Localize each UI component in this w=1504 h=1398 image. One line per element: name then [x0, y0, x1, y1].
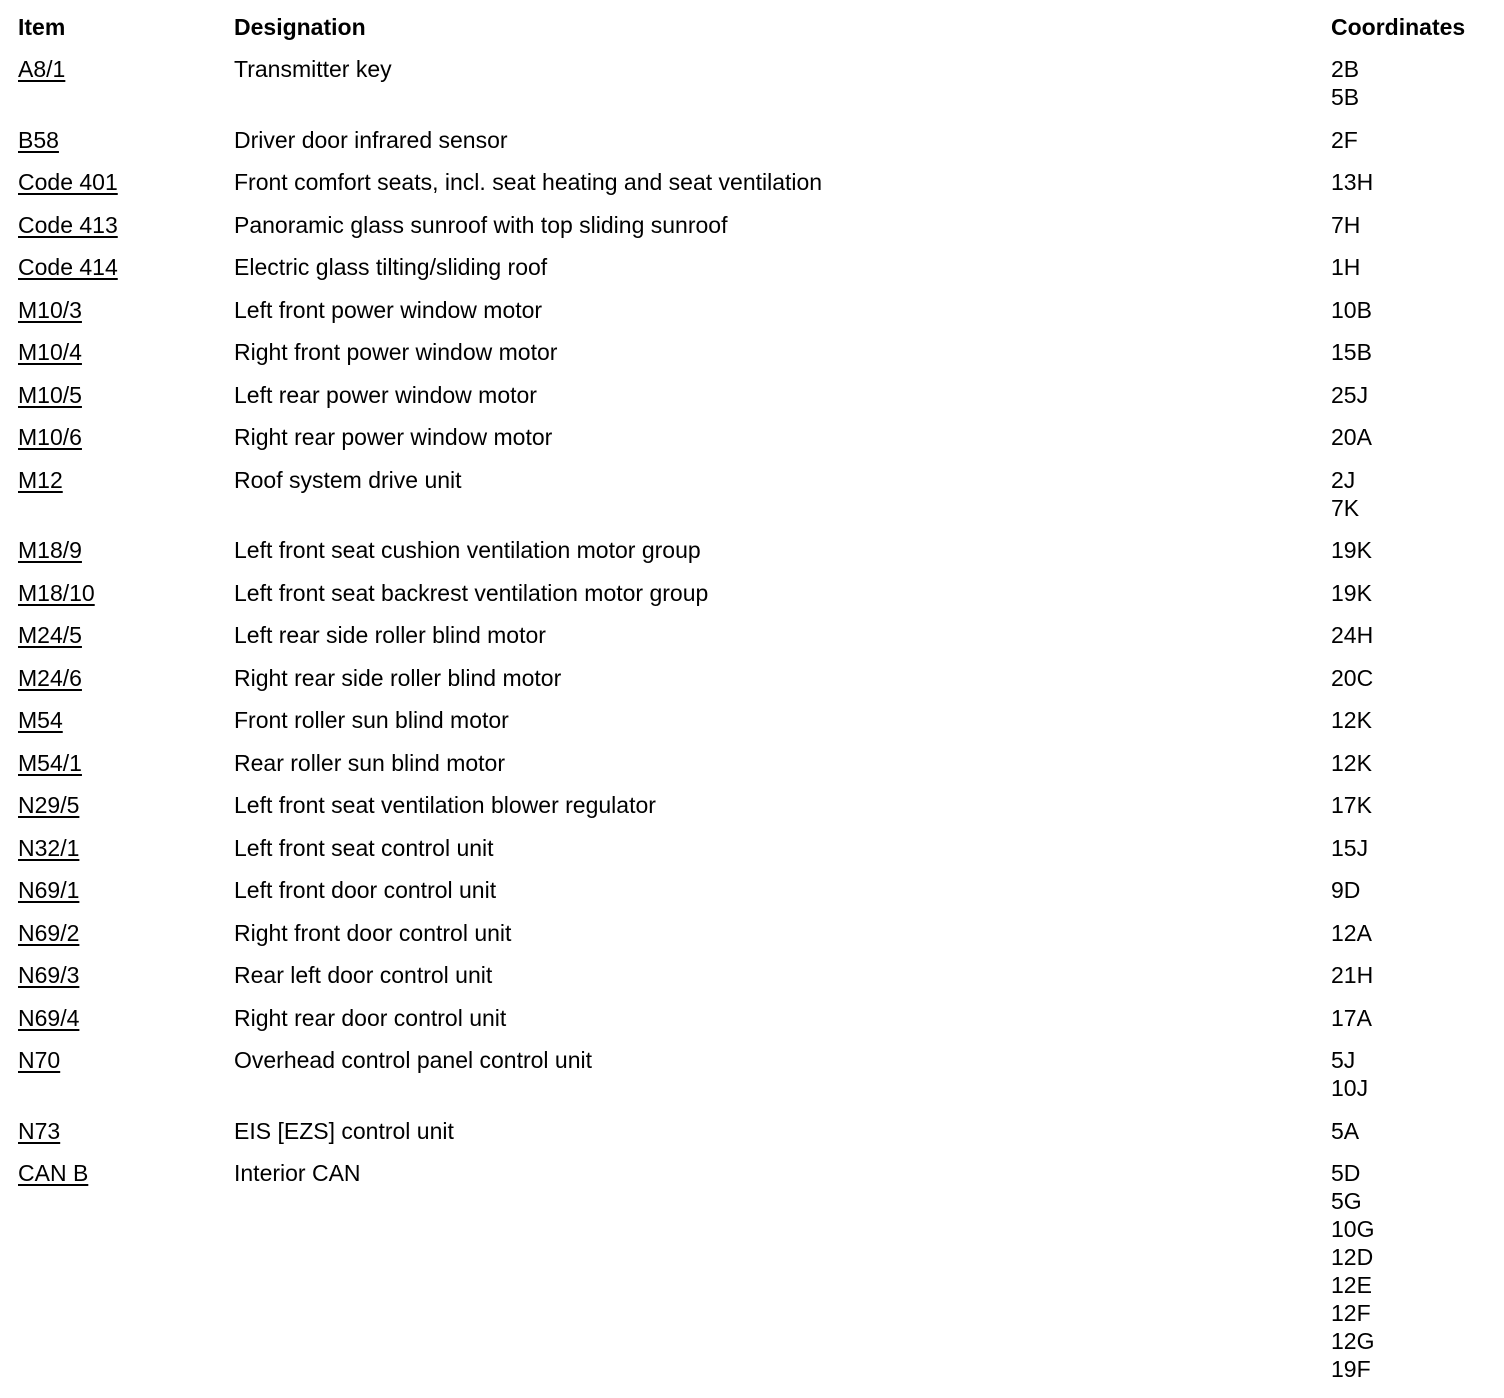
table-row [18, 1004, 1498, 1032]
table-row [18, 55, 1498, 111]
coordinate-value: 10B [1331, 296, 1372, 323]
item-cell [18, 919, 234, 947]
table-row [18, 381, 1498, 409]
coordinate-value: 7H [1331, 211, 1361, 238]
item-cell [18, 381, 234, 409]
table-row [18, 1159, 1498, 1383]
table-row [18, 253, 1498, 281]
item-cell [18, 706, 234, 734]
item-cell [18, 1159, 234, 1383]
item-link[interactable]: M12 [18, 466, 63, 493]
item-cell [18, 961, 234, 989]
item-link[interactable]: M24/5 [18, 622, 82, 648]
coordinate-value: 7K [1331, 494, 1360, 521]
coordinate-value: 5A [1331, 1117, 1360, 1144]
coordinate-value: 2J [1331, 466, 1356, 493]
coordinates-cell [1331, 536, 1498, 564]
table-header [18, 12, 1498, 42]
item-link[interactable]: M10/3 [18, 296, 82, 323]
designation-cell: Front roller sun blind motor [234, 707, 509, 733]
coordinates-cell [1331, 919, 1498, 947]
coordinate-value: 12A [1331, 919, 1372, 946]
coordinates-cell [1331, 55, 1498, 111]
designation-cell: Right rear power window motor [234, 424, 553, 450]
item-link[interactable]: Code 414 [18, 254, 118, 280]
item-cell [18, 749, 234, 777]
designation-cell: Overhead control panel control unit [234, 1047, 592, 1073]
coordinates-cell [1331, 876, 1498, 904]
coordinate-value: 5J [1331, 1047, 1356, 1073]
item-cell [18, 579, 234, 607]
coordinate-value: 15B [1331, 339, 1372, 365]
item-link[interactable]: M54/1 [18, 749, 82, 776]
designation-cell: Right rear side roller blind motor [234, 664, 562, 691]
designation-cell: Left front door control unit [234, 877, 497, 903]
coordinate-value: 1H [1331, 254, 1361, 280]
designation-cell: Transmitter key [234, 56, 392, 82]
designation-cell: Rear roller sun blind motor [234, 749, 506, 776]
coordinate-value: 2F [1331, 126, 1358, 153]
coordinates-cell [1331, 961, 1498, 989]
designation-cell: Left front power window motor [234, 296, 543, 323]
coordinates-cell [1331, 834, 1498, 862]
table-row [18, 621, 1498, 649]
table-row [18, 876, 1498, 904]
coordinate-value: 12F [1331, 1300, 1371, 1326]
coordinates-cell [1331, 621, 1498, 649]
coordinates-cell [1331, 381, 1498, 409]
header-designation: Designation [234, 14, 366, 40]
designation-cell: Right front door control unit [234, 919, 512, 946]
header-item: Item [18, 14, 66, 40]
item-cell [18, 876, 234, 904]
coordinates-cell [1331, 423, 1498, 451]
item-link[interactable]: M24/6 [18, 664, 82, 691]
table-row [18, 1117, 1498, 1145]
coordinate-value: 5G [1331, 1188, 1362, 1214]
item-cell [18, 253, 234, 281]
designation-cell: Left front seat control unit [234, 834, 494, 861]
table-row [18, 466, 1498, 522]
item-link[interactable]: N73 [18, 1117, 61, 1144]
item-link[interactable]: M54 [18, 707, 63, 733]
designation-cell: Roof system drive unit [234, 466, 462, 493]
table-row [18, 664, 1498, 692]
item-cell [18, 338, 234, 366]
coordinates-cell [1331, 579, 1498, 607]
table-row [18, 579, 1498, 607]
table-row [18, 749, 1498, 777]
coordinate-value: 15J [1331, 834, 1369, 861]
component-legend-table [18, 12, 1498, 1398]
coordinate-value: 5D [1331, 1160, 1361, 1186]
coordinates-cell [1331, 706, 1498, 734]
table-row [18, 536, 1498, 564]
table-row [18, 834, 1498, 862]
coordinate-value: 21H [1331, 962, 1374, 988]
item-link[interactable]: B58 [18, 126, 59, 153]
table-row [18, 1046, 1498, 1102]
designation-cell: Driver door infrared sensor [234, 126, 508, 153]
item-cell [18, 211, 234, 239]
coordinate-value: 12D [1331, 1244, 1374, 1270]
item-link[interactable]: M18/10 [18, 579, 95, 606]
coordinate-value: 19K [1331, 579, 1372, 606]
item-link[interactable]: CAN B [18, 1160, 89, 1186]
coordinates-cell [1331, 126, 1498, 154]
item-link[interactable]: Code 413 [18, 211, 118, 238]
designation-cell: Right front power window motor [234, 339, 558, 365]
coordinate-value: 5B [1331, 84, 1360, 110]
coordinates-cell [1331, 466, 1498, 522]
item-cell [18, 466, 234, 522]
table-row [18, 168, 1498, 196]
table-row [18, 338, 1498, 366]
designation-cell: Right rear door control unit [234, 1004, 507, 1031]
coordinate-value: 25J [1331, 381, 1369, 408]
table-row [18, 791, 1498, 819]
coordinates-cell [1331, 791, 1498, 819]
designation-cell: Rear left door control unit [234, 962, 493, 988]
designation-cell: Left rear power window motor [234, 381, 537, 408]
coordinates-cell [1331, 1046, 1498, 1102]
coordinate-value: 10G [1331, 1216, 1375, 1242]
table-body [18, 55, 1498, 1383]
item-cell [18, 1046, 234, 1102]
designation-cell: Interior CAN [234, 1160, 361, 1186]
item-link[interactable]: N69/2 [18, 919, 80, 946]
item-link[interactable]: M10/4 [18, 339, 82, 365]
coordinate-value: 9D [1331, 877, 1361, 903]
item-cell [18, 126, 234, 154]
item-link[interactable]: N32/1 [18, 834, 80, 861]
item-link[interactable]: M10/6 [18, 424, 82, 450]
table-row [18, 211, 1498, 239]
item-link[interactable]: N70 [18, 1047, 61, 1073]
item-link[interactable]: Code 401 [18, 169, 118, 195]
table-row [18, 296, 1498, 324]
item-cell [18, 664, 234, 692]
coordinate-value: 17K [1331, 792, 1372, 818]
coordinates-cell [1331, 211, 1498, 239]
coordinates-cell [1331, 338, 1498, 366]
item-cell [18, 1004, 234, 1032]
header-coordinates: Coordinates [1331, 14, 1466, 40]
coordinate-value: 17A [1331, 1004, 1372, 1031]
coordinates-cell [1331, 296, 1498, 324]
coordinate-value: 19F [1331, 1356, 1371, 1382]
coordinate-value: 24H [1331, 622, 1374, 648]
designation-cell: Left rear side roller blind motor [234, 622, 546, 648]
item-cell [18, 296, 234, 324]
coordinate-value: 12E [1331, 1272, 1372, 1298]
designation-cell: Panoramic glass sunroof with top sliding sunroof [234, 211, 728, 238]
coordinate-value: 19K [1331, 537, 1372, 563]
coordinates-cell [1331, 1004, 1498, 1032]
coordinate-value: 20C [1331, 664, 1374, 691]
coordinates-cell [1331, 253, 1498, 281]
designation-cell: Front comfort seats, incl. seat heating and seat ventilation [234, 169, 823, 195]
item-link[interactable]: N69/3 [18, 962, 80, 988]
designation-cell: Left front seat ventilation blower regulator [234, 792, 656, 818]
designation-cell: Electric glass tilting/sliding roof [234, 254, 548, 280]
coordinates-cell [1331, 1117, 1498, 1145]
coordinate-value: 12G [1331, 1328, 1375, 1354]
coordinate-value: 12K [1331, 707, 1372, 733]
item-cell [18, 621, 234, 649]
coordinate-value: 10J [1331, 1075, 1369, 1101]
coordinate-value: 2B [1331, 56, 1360, 82]
designation-cell: EIS [EZS] control unit [234, 1117, 454, 1144]
coordinates-cell [1331, 749, 1498, 777]
item-link[interactable]: N69/1 [18, 877, 80, 903]
coordinates-cell [1331, 1159, 1498, 1383]
item-cell [18, 834, 234, 862]
item-link[interactable]: N69/4 [18, 1004, 80, 1031]
item-cell [18, 791, 234, 819]
designation-cell: Left front seat cushion ventilation motor group [234, 537, 701, 563]
item-cell [18, 168, 234, 196]
coordinate-value: 13H [1331, 169, 1374, 195]
table-row [18, 919, 1498, 947]
item-cell [18, 536, 234, 564]
table-row [18, 706, 1498, 734]
item-link[interactable]: N29/5 [18, 792, 80, 818]
item-link[interactable]: M18/9 [18, 537, 82, 563]
item-cell [18, 1117, 234, 1145]
item-link[interactable]: A8/1 [18, 56, 66, 82]
designation-cell: Left front seat backrest ventilation motor group [234, 579, 709, 606]
item-cell [18, 423, 234, 451]
table-row [18, 126, 1498, 154]
item-cell [18, 55, 234, 111]
coordinate-value: 12K [1331, 749, 1372, 776]
coordinates-cell [1331, 168, 1498, 196]
table-row [18, 961, 1498, 989]
item-link[interactable]: M10/5 [18, 381, 82, 408]
coordinate-value: 20A [1331, 424, 1372, 450]
coordinates-cell [1331, 664, 1498, 692]
table-row [18, 423, 1498, 451]
